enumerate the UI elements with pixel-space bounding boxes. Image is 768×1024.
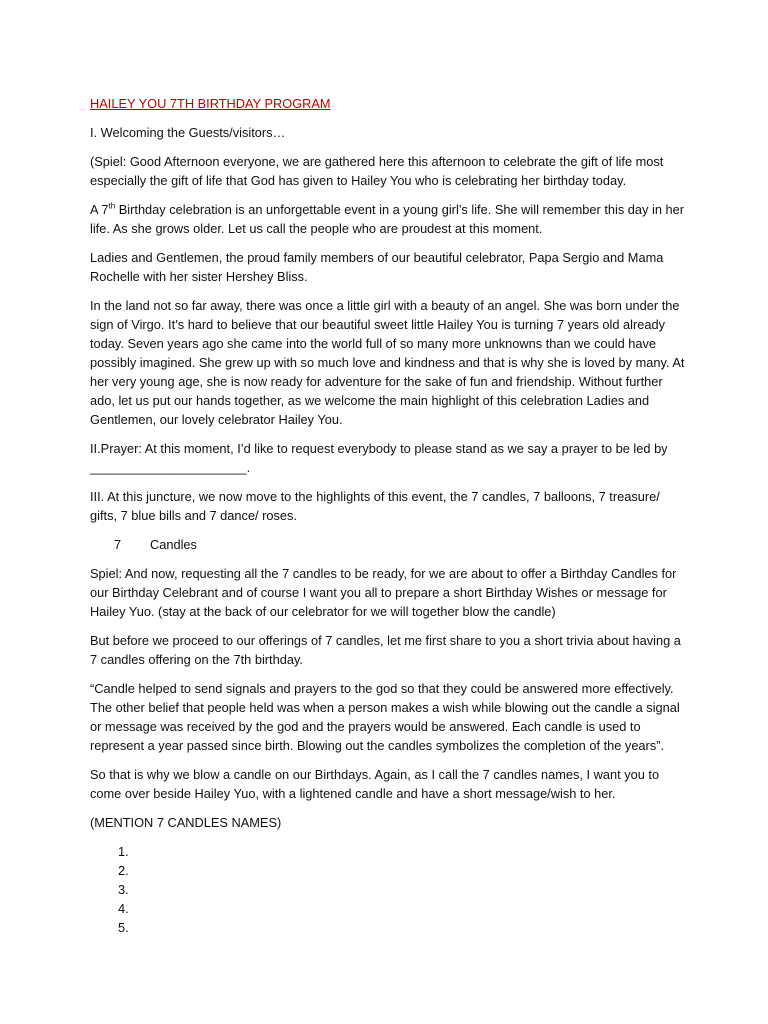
spiel-intro-paragraph: (Spiel: Good Afternoon everyone, we are gathered here this afternoon to celebrate the gift of life most especially the gift of life that God has given to Hailey You who is celebrating her birthday today.	[90, 154, 664, 188]
trivia-quote-paragraph: “Candle helped to send signals and prayers to the god so that they could be answered more effectively. The other belief that people held was when a person makes a wish while blowing out the candle a signal or message was received by the god and the prayers would be answered. Each candle is used to represent a year passed since birth. Blowing out the candles symbolizes the completion of the years”.	[90, 681, 680, 753]
story-paragraph: In the land not so far away, there was once a little girl with a beauty of an angel. She was born under the sign of Virgo. It’s hard to believe that our beautiful sweet little Hailey You is turning 7 years old already today. Seven years ago she came into the world full of so many more unknowns than we could have possibly imagined. She grew up with so much love and kindness and that is why she is loved by many. At her very young age, she is now ready for adventure for the sake of fun and friendship. Without further ado, let us put our hands together, as we welcome the main highlight of this celebration Ladies and Gentlemen, our lovely celebrator Hailey You.	[90, 298, 685, 427]
highlights-paragraph: III. At this juncture, we now move to the highlights of this event, the 7 candles, 7 balloons, 7 treasure/ gifts, 7 blue bills and 7 dance/ roses.	[90, 489, 660, 523]
family-paragraph: Ladies and Gentlemen, the proud family members of our beautiful celebrator, Papa Sergio and Mama Rochelle with her sister Hershey Bliss.	[90, 250, 664, 284]
ordinal-superscript: th	[108, 201, 116, 211]
list-item: 1.	[118, 844, 129, 859]
trivia-intro-paragraph: But before we proceed to our offerings of 7 candles, let me first share to you a short trivia about having a 7 candles offering on the 7th birthday.	[90, 633, 681, 667]
candles-label: Candles	[150, 537, 197, 552]
program-title: HAILEY YOU 7TH BIRTHDAY PROGRAM	[90, 96, 331, 111]
candles-number: 7	[114, 537, 122, 552]
seventh-birthday-paragraph	[90, 200, 686, 238]
candles-heading	[90, 535, 686, 554]
section-welcome-heading: I. Welcoming the Guests/visitors…	[90, 125, 286, 140]
candle-names-list	[90, 842, 686, 937]
blow-candle-paragraph: So that is why we blow a candle on our Birthdays. Again, as I call the 7 candles names, I want you to come over beside Hailey Yuo, with a lightened candle and have a short message/wish to her.	[90, 767, 660, 801]
list-item: 2.	[118, 863, 129, 878]
prayer-paragraph: II.Prayer: At this moment, I’d like to request everybody to please stand as we say a prayer to be led by ______________________.	[90, 441, 668, 475]
document-page	[90, 94, 686, 937]
seventh-prefix: A 7	[90, 202, 109, 217]
list-item: 4.	[118, 901, 129, 916]
seventh-rest: Birthday celebration is an unforgettable event in a young girl’s life. She will remember this day in her life. As she grows older. Let us call the people who are proudest at this moment.	[90, 202, 685, 236]
spiel-candles-paragraph: Spiel: And now, requesting all the 7 candles to be ready, for we are about to offer a Birthday Candles for our Birthday Celebrant and of course I want you all to prepare a short Birthday Wishes or message for Hailey Yuo. (stay at the back of our celebrator for we will together blow the candle)	[90, 566, 677, 619]
mention-names-line: (MENTION 7 CANDLES NAMES)	[90, 815, 282, 830]
list-item: 3.	[118, 882, 129, 897]
list-item: 5.	[118, 920, 129, 935]
